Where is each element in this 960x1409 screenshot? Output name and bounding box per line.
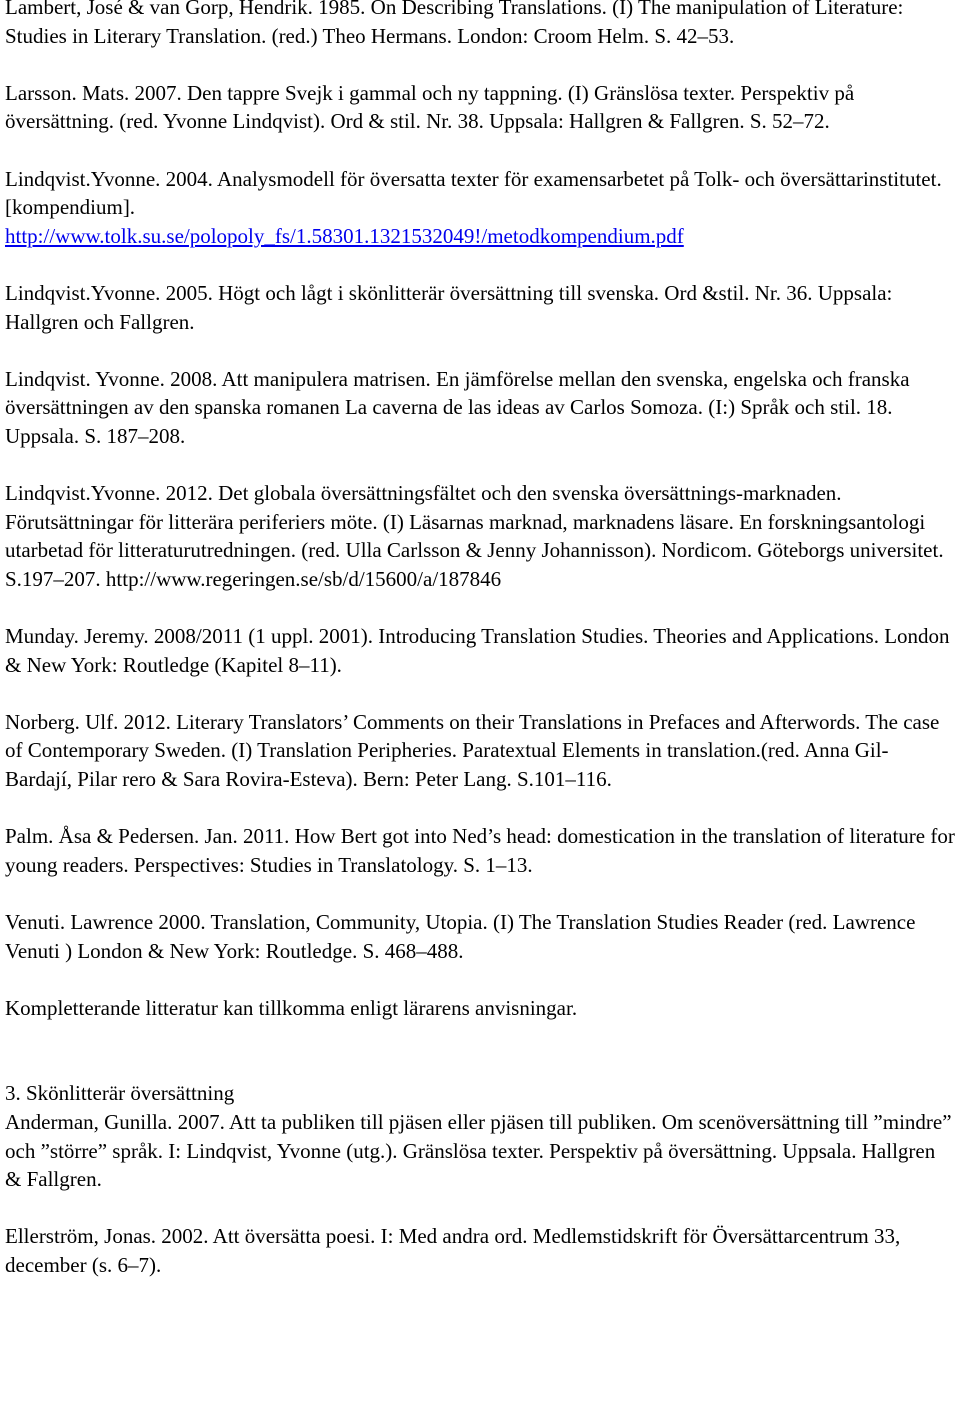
reference-larsson-2007: Larsson. Mats. 2007. Den tappre Svejk i gammal och ny tappning. (I) Gränslösa texter. Perspektiv på översättning. (red. Yvonne Lindqvist). Ord & stil. Nr. 38. Uppsala: Hallgren & Fallgren. S. 52–72. bbox=[5, 80, 855, 134]
spacer bbox=[5, 136, 955, 165]
spacer bbox=[5, 336, 955, 365]
spacer bbox=[5, 451, 955, 480]
reference-lindqvist-2004-text: Lindqvist.Yvonne. 2004. Analysmodell för översatta texter för examensarbetet på Tolk- och översättarinstitutet. [kompendium]. bbox=[5, 166, 942, 220]
kompendium-link[interactable]: http://www.tolk.su.se/polopoly_fs/1.58301.1321532049!/metodkompendium.pdf bbox=[5, 223, 684, 248]
supplementary-literature-note: Kompletterande litteratur kan tillkomma enligt lärarens anvisningar. bbox=[5, 995, 578, 1020]
reference-ellerstrom-2002: Ellerström, Jonas. 2002. Att översätta poesi. I: Med andra ord. Medlemstidskrift för Översättarcentrum 33, december (s. 6–7). bbox=[5, 1224, 901, 1277]
reference-munday-2008: Munday. Jeremy. 2008/2011 (1 uppl. 2001). Introducing Translation Studies. Theories and Applications. London & New York: Routledge (Kapitel 8–11). bbox=[5, 624, 950, 677]
reference-lindqvist-2004 bbox=[5, 165, 955, 251]
section-heading: 3. Skönlitterär översättning bbox=[5, 1081, 235, 1106]
spacer bbox=[5, 593, 955, 622]
reference-list-document bbox=[5, 0, 955, 1280]
reference-venuti-2000: Venuti. Lawrence 2000. Translation, Community, Utopia. (I) The Translation Studies Reader (red. Lawrence Venuti ) London & New York: Routledge. S. 468–488. bbox=[5, 910, 916, 963]
spacer bbox=[5, 1194, 955, 1223]
reference-palm-2011: Palm. Åsa & Pedersen. Jan. 2011. How Bert got into Ned’s head: domestication in the translation of literature for young readers. Perspectives: Studies in Translatology. S. 1–13. bbox=[5, 824, 955, 877]
reference-lambert-1985: Lambert, José & van Gorp, Hendrik. 1985. On Describing Translations. (I) The manipulation of Literature: Studies in Literary Translation. (red.) Theo Hermans. London: Croom Helm. S. 42–53. bbox=[5, 0, 904, 48]
reference-anderman-2007: Anderman, Gunilla. 2007. Att ta publiken till pjäsen eller pjäsen till publiken. Om scenöversättning till ”mindre” och ”större” språk. I: Lindqvist, Yvonne (utg.). Gränslösa texter. Perspektiv på översättning. Uppsala. Hallgren & Fallgren. bbox=[5, 1109, 952, 1192]
reference-lindqvist-2008: Lindqvist. Yvonne. 2008. Att manipulera matrisen. En jämförelse mellan den svenska, engelska och franska översättningen av den spanska romanen La caverna de las ideas av Carlos Somoza. (I:) Språk och stil. 18. Uppsala. S. 187–208. bbox=[5, 366, 910, 448]
spacer bbox=[5, 250, 955, 279]
spacer bbox=[5, 50, 955, 79]
reference-lindqvist-2005: Lindqvist.Yvonne. 2005. Högt och lågt i skönlitterär översättning till svenska. Ord &stil. Nr. 36. Uppsala: Hallgren och Fallgren. bbox=[5, 280, 893, 334]
spacer bbox=[5, 794, 955, 823]
reference-norberg-2012: Norberg. Ulf. 2012. Literary Translators’ Comments on their Translations in Prefaces and Afterwords. The case of Contemporary Sweden. (I) Translation Peripheries. Paratextual Elements in translation.(red. Anna Gil-Bardají, Pilar rero & Sara Rovira-Esteva). Bern: Peter Lang. S.101–116. bbox=[5, 709, 940, 792]
reference-lindqvist-2012: Lindqvist.Yvonne. 2012. Det globala översättningsfältet och den svenska översättnings-marknaden. Förutsättningar för litterära periferiers möte. (I) Läsarnas marknad, marknadens läsare. En forskningsantologi utarbetad för litteraturutredningen. (red. Ulla Carlsson & Jenny Johannisson). Nordicom. Göteborgs universitet. S.197–207. http://www.regeringen.se/sb/d/15600/a/187846 bbox=[5, 481, 944, 591]
spacer bbox=[5, 879, 955, 908]
spacer bbox=[5, 965, 955, 994]
spacer bbox=[5, 679, 955, 708]
spacer bbox=[5, 1022, 955, 1079]
